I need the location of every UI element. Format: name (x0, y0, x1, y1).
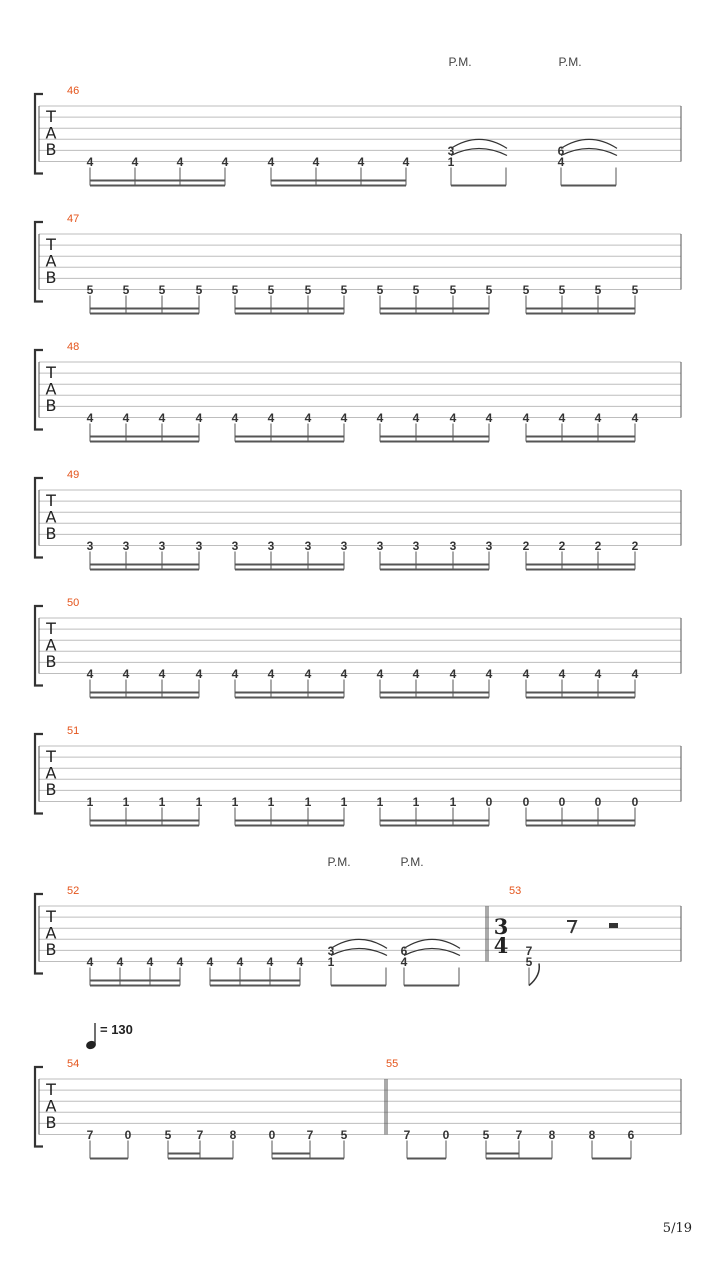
fret-number: 5 (86, 283, 94, 297)
tab-clef-letter: B (45, 1113, 57, 1132)
measure-number: 49 (67, 469, 80, 481)
tie-arc (404, 949, 460, 956)
fret-number: 5 (267, 283, 275, 297)
fret-number: 5 (122, 283, 130, 297)
fret-number: 4 (86, 667, 94, 681)
fret-number: 5 (522, 283, 530, 297)
fret-number: 6 (627, 1128, 635, 1142)
fret-number: 4 (266, 955, 274, 969)
fret-number: 4 (122, 667, 130, 681)
fret-number: 4 (402, 155, 410, 169)
fret-number: 4 (449, 411, 457, 425)
fret-number: 1 (447, 155, 455, 169)
fret-number: 4 (296, 955, 304, 969)
tab-clef-letter: B (45, 780, 57, 799)
fret-number: 4 (449, 667, 457, 681)
measure-number: 47 (67, 213, 80, 225)
tab-clef-letter: A (45, 923, 57, 943)
fret-number: 5 (304, 283, 312, 297)
tab-clef-letter: B (45, 652, 57, 671)
tab-system (35, 734, 681, 826)
fret-number: 4 (522, 667, 530, 681)
fret-number: 4 (267, 155, 275, 169)
palm-mute-mark: P.M. (448, 55, 472, 69)
fret-number: 3 (376, 539, 384, 553)
fret-number: 5 (340, 1128, 348, 1142)
fret-number: 1 (412, 795, 420, 809)
tab-clef-letter: T (46, 619, 56, 638)
measure-number: 50 (67, 597, 80, 609)
fret-number: 4 (267, 411, 275, 425)
tempo-value: = 130 (100, 1022, 133, 1037)
fret-number: 7 (403, 1128, 411, 1142)
fret-number: 3 (267, 539, 275, 553)
fret-number: 1 (195, 795, 203, 809)
fret-number: 4 (631, 667, 639, 681)
measure-number: 54 (67, 1058, 80, 1070)
fret-number: 2 (631, 539, 639, 553)
fret-number: 4 (86, 411, 94, 425)
fret-number: 5 (158, 283, 166, 297)
tab-clef-letter: T (46, 107, 56, 126)
fret-number: 4 (376, 411, 384, 425)
fret-number: 2 (594, 539, 602, 553)
page-number: 5/19 (662, 1221, 692, 1236)
measure-number: 51 (67, 725, 80, 737)
tie-arc (561, 139, 617, 148)
fret-number: 3 (86, 539, 94, 553)
fret-number: 8 (229, 1128, 237, 1142)
fret-number: 5 (340, 283, 348, 297)
fret-number: 1 (122, 795, 130, 809)
fret-number: 0 (522, 795, 530, 809)
tie-arc (451, 139, 507, 148)
fret-number: 3 (447, 143, 455, 158)
fret-number: 6 (400, 943, 408, 958)
fret-number: 7 (86, 1128, 94, 1142)
fret-number: 4 (86, 155, 94, 169)
fret-number: 4 (304, 667, 312, 681)
fret-number: 4 (340, 411, 348, 425)
fret-number: 4 (236, 955, 244, 969)
tab-system (35, 894, 681, 986)
fret-number: 1 (267, 795, 275, 809)
fret-number: 4 (412, 411, 420, 425)
fret-number: 4 (594, 667, 602, 681)
fret-number: 7 (525, 943, 533, 958)
fret-number: 4 (176, 155, 184, 169)
fret-number: 4 (412, 667, 420, 681)
fret-number: 2 (558, 539, 566, 553)
fret-number: 4 (116, 955, 124, 969)
tab-system (35, 94, 681, 186)
tab-system (35, 478, 681, 570)
fret-number: 5 (482, 1128, 490, 1142)
fret-number: 3 (231, 539, 239, 553)
fret-number: 4 (340, 667, 348, 681)
palm-mute-mark: P.M. (327, 855, 351, 869)
fret-number: 1 (327, 955, 335, 969)
fret-number: 0 (594, 795, 602, 809)
tempo-marking (85, 1023, 97, 1050)
tie-arc (331, 949, 387, 956)
fret-number: 4 (631, 411, 639, 425)
fret-number: 4 (312, 155, 320, 169)
fret-number: 5 (449, 283, 457, 297)
half-rest-icon (609, 923, 618, 928)
measure-number: 52 (67, 885, 80, 897)
tab-clef-letter: T (46, 235, 56, 254)
fret-number: 4 (267, 667, 275, 681)
fret-number: 5 (376, 283, 384, 297)
tie-arc (561, 149, 617, 156)
fret-number: 5 (195, 283, 203, 297)
measure-number: 48 (67, 341, 80, 353)
tie-arc (451, 149, 507, 156)
fret-number: 4 (522, 411, 530, 425)
fret-number: 3 (412, 539, 420, 553)
time-signature-top: 3 (493, 914, 509, 939)
fret-number: 3 (195, 539, 203, 553)
fret-number: 0 (558, 795, 566, 809)
fret-number: 8 (588, 1128, 596, 1142)
fret-number: 4 (195, 667, 203, 681)
palm-mute-mark: P.M. (400, 855, 424, 869)
fret-number: 7 (306, 1128, 314, 1142)
fret-number: 3 (340, 539, 348, 553)
fret-number: 4 (131, 155, 139, 169)
fret-number: 4 (304, 411, 312, 425)
fret-number: 3 (122, 539, 130, 553)
tab-clef-letter: A (45, 763, 57, 783)
fret-number: 5 (558, 283, 566, 297)
fret-number: 5 (485, 283, 493, 297)
fret-number: 0 (485, 795, 493, 809)
fret-number: 3 (485, 539, 493, 553)
fret-number: 1 (231, 795, 239, 809)
fret-number: 4 (146, 955, 154, 969)
fret-number: 5 (412, 283, 420, 297)
tab-system (35, 350, 681, 442)
tab-clef-letter: B (45, 396, 57, 415)
fret-number: 1 (158, 795, 166, 809)
fret-number: 5 (164, 1128, 172, 1142)
fret-number: 0 (124, 1128, 132, 1142)
fret-number: 4 (485, 667, 493, 681)
tie-arc (404, 939, 460, 948)
tab-clef-letter: B (45, 140, 57, 159)
fret-number: 0 (442, 1128, 450, 1142)
tab-clef-letter: A (45, 1096, 57, 1116)
fret-number: 7 (515, 1128, 523, 1142)
tab-clef-letter: A (45, 507, 57, 527)
tab-clef-letter: A (45, 379, 57, 399)
fret-number: 4 (231, 667, 239, 681)
tab-clef-letter: A (45, 123, 57, 143)
fret-number: 4 (558, 667, 566, 681)
tab-clef-letter: B (45, 940, 57, 959)
fret-number: 4 (176, 955, 184, 969)
fret-number: 0 (268, 1128, 276, 1142)
fret-number: 5 (631, 283, 639, 297)
fret-number: 4 (485, 411, 493, 425)
fret-number: 2 (522, 539, 530, 553)
tab-clef-letter: B (45, 268, 57, 287)
fret-number: 5 (231, 283, 239, 297)
fret-number: 4 (86, 955, 94, 969)
measure-number: 53 (509, 885, 522, 897)
fret-number: 3 (304, 539, 312, 553)
fret-number: 0 (631, 795, 639, 809)
tie-arc (331, 939, 387, 948)
fret-number: 4 (158, 667, 166, 681)
fret-number: 1 (340, 795, 348, 809)
tab-clef-letter: T (46, 907, 56, 926)
tab-clef-letter: T (46, 363, 56, 382)
fret-number: 4 (557, 155, 565, 169)
fret-number: 4 (158, 411, 166, 425)
fret-number: 4 (231, 411, 239, 425)
measure-number: 46 (67, 85, 80, 97)
fret-number: 4 (376, 667, 384, 681)
fret-number: 4 (221, 155, 229, 169)
tab-clef-letter: T (46, 491, 56, 510)
fret-number: 4 (400, 955, 408, 969)
fret-number: 1 (376, 795, 384, 809)
tab-clef-letter: B (45, 524, 57, 543)
tab-clef-letter: T (46, 747, 56, 766)
fret-number: 5 (594, 283, 602, 297)
fret-number: 8 (548, 1128, 556, 1142)
fret-number: 7 (196, 1128, 204, 1142)
fret-number: 6 (557, 143, 565, 158)
tab-system (35, 606, 681, 698)
fret-number: 4 (594, 411, 602, 425)
fret-number: 4 (558, 411, 566, 425)
tab-system (35, 1067, 681, 1159)
tab-clef-letter: A (45, 251, 57, 271)
palm-mute-mark: P.M. (558, 55, 582, 69)
tab-clef-letter: A (45, 635, 57, 655)
fret-number: 3 (449, 539, 457, 553)
eighth-rest-icon (567, 921, 576, 933)
fret-number: 4 (195, 411, 203, 425)
fret-number: 1 (449, 795, 457, 809)
fret-number: 4 (206, 955, 214, 969)
tab-clef-letter: T (46, 1080, 56, 1099)
time-signature-bottom: 4 (493, 933, 509, 958)
fret-number: 4 (122, 411, 130, 425)
measure-number: 55 (386, 1058, 399, 1070)
fret-number: 1 (304, 795, 312, 809)
fret-number: 5 (525, 955, 533, 969)
fret-number: 3 (158, 539, 166, 553)
fret-number: 4 (357, 155, 365, 169)
tab-system (35, 222, 681, 314)
fret-number: 1 (86, 795, 94, 809)
fret-number: 3 (327, 943, 335, 958)
